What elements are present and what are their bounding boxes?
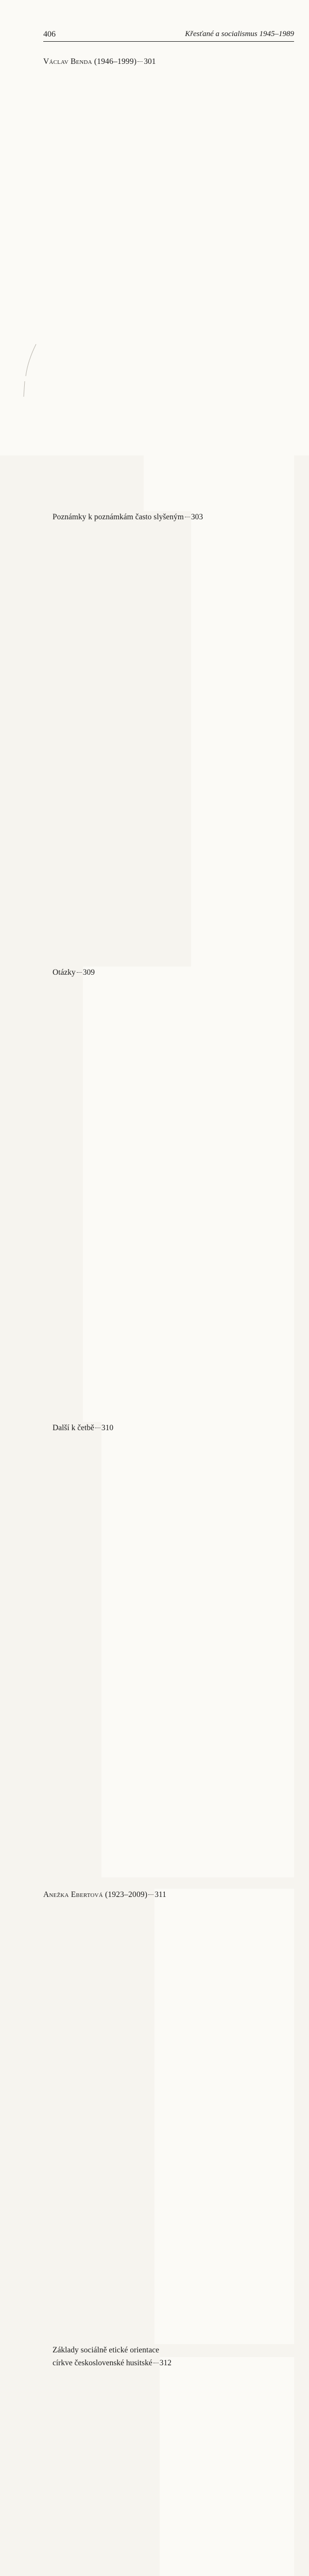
- page-ref: 301: [144, 56, 294, 511]
- pencil-mark: [21, 340, 41, 402]
- leader-dots: [148, 1894, 153, 1895]
- running-head: [43, 29, 294, 42]
- leader-dots: [138, 61, 143, 62]
- table-of-contents: [43, 56, 294, 2576]
- item-title: Poznámky k poznámkám často slyšeným: [53, 511, 184, 524]
- toc-item[interactable]: [43, 1422, 294, 1877]
- page-ref: 311: [154, 1889, 294, 2344]
- page-ref: 312: [160, 2357, 294, 2576]
- page-ref: 303: [191, 511, 294, 967]
- item-title: církve československé husitské: [53, 2357, 152, 2370]
- toc-author-entry[interactable]: [43, 56, 294, 511]
- page-number: 406: [43, 30, 56, 39]
- page-ref: 309: [83, 967, 294, 1422]
- author-title: Václav Benda (1946–1999): [43, 56, 136, 69]
- toc-author-entry[interactable]: [43, 1889, 294, 2344]
- toc-section-benda: [43, 56, 294, 1877]
- toc-item[interactable]: [43, 511, 294, 967]
- author-title: Anežka Ebertová (1923–2009): [43, 1889, 147, 1902]
- book-title: Křesťané a socialismus 1945–1989: [185, 30, 294, 39]
- leader-dots: [77, 972, 82, 973]
- item-title-line1: Základy sociálně etické orientace: [43, 2344, 294, 2357]
- toc-item: [43, 2357, 294, 2576]
- item-title: Otázky: [53, 967, 76, 979]
- toc-item[interactable]: [43, 967, 294, 1422]
- page-ref: 310: [101, 1422, 294, 1877]
- toc-section-ebertova: [43, 1889, 294, 2576]
- toc-item-multiline[interactable]: [43, 2344, 294, 2576]
- book-page: [0, 0, 309, 455]
- item-title: Další k četbě: [53, 1422, 94, 1435]
